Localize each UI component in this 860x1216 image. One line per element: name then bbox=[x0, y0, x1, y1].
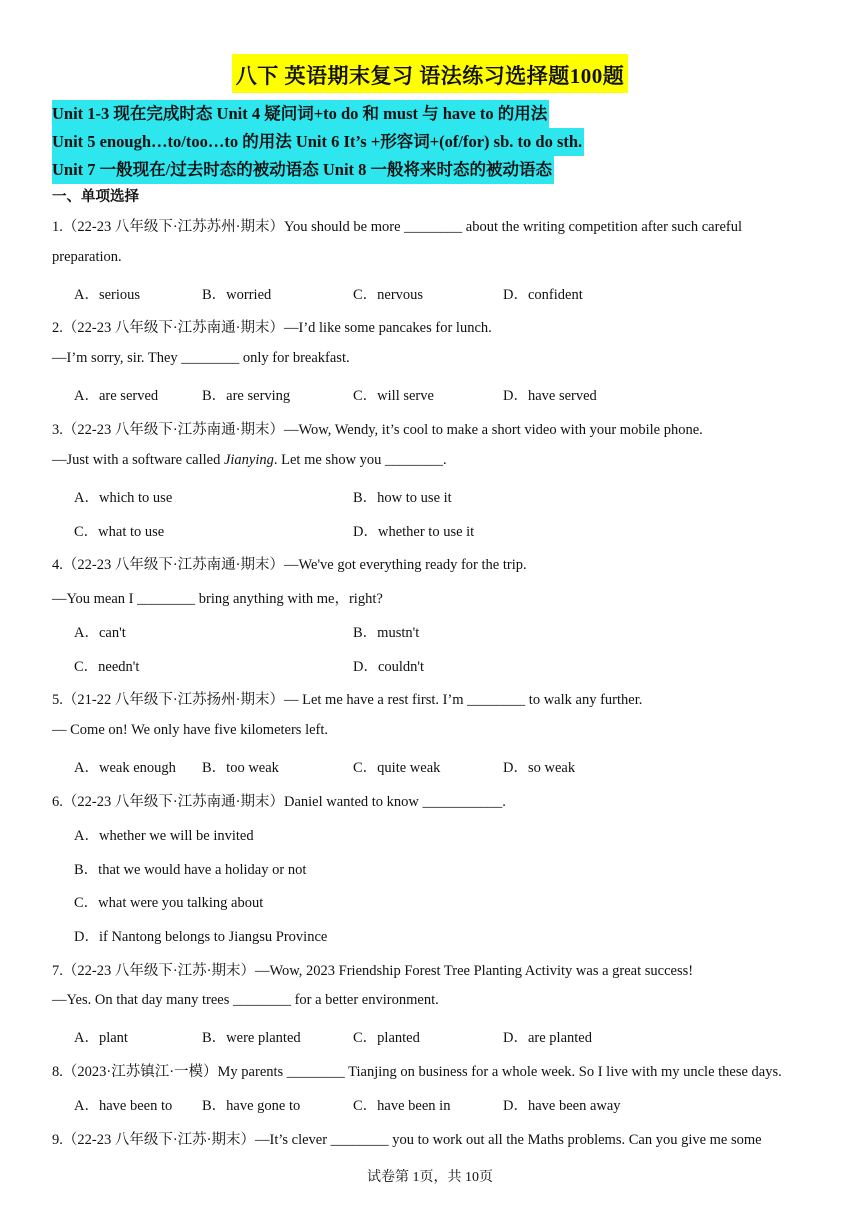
question-6-text: 6.（22-23 八年级下·江苏南通·期末）Daniel wanted to know ___________. bbox=[52, 794, 506, 810]
question-9-text: 9.（22-23 八年级下·江苏·期末）—It’s clever ________ you to work out all the Maths problems. Can you give me some bbox=[52, 1132, 762, 1148]
q2-option-a[interactable]: A．are served bbox=[74, 388, 159, 404]
question-4-reply: —You mean I ________ bring anything with me，right? bbox=[52, 591, 383, 607]
page-title: 八下 英语期末复习 语法练习选择题100题 bbox=[232, 54, 629, 93]
q3-option-b[interactable]: B．how to use it bbox=[353, 490, 452, 506]
q1-option-b[interactable]: B．worried bbox=[202, 287, 272, 303]
q6-option-c[interactable]: C．what were you talking about bbox=[74, 895, 264, 911]
q8-option-c[interactable]: C．have been in bbox=[353, 1098, 451, 1114]
question-1-text-cont: preparation. bbox=[52, 249, 122, 265]
q4-option-b[interactable]: B．mustn't bbox=[353, 625, 420, 641]
q8-option-d[interactable]: D．have been away bbox=[503, 1098, 621, 1114]
unit-line-3: Unit 7 一般现在/过去时态的被动语态 Unit 8 一般将来时态的被动语态 bbox=[52, 156, 554, 184]
question-5-reply: — Come on! We only have five kilometers left. bbox=[52, 722, 329, 738]
q6-option-a[interactable]: A．whether we will be invited bbox=[74, 828, 254, 844]
question-4-text: 4.（22-23 八年级下·江苏南通·期末）—We've got everything ready for the trip. bbox=[52, 557, 527, 573]
q2-option-d[interactable]: D．have served bbox=[503, 388, 597, 404]
unit-line-1: Unit 1-3 现在完成时态 Unit 4 疑问词+to do 和 must 与 have to 的用法 bbox=[52, 100, 549, 128]
title-container bbox=[0, 54, 860, 93]
q4-option-c[interactable]: C．needn't bbox=[74, 659, 140, 675]
section-title: 一、单项选择 bbox=[52, 189, 139, 205]
page-footer: 试卷第 1页，共 10页 bbox=[367, 1170, 493, 1185]
question-1-text: 1.（22-23 八年级下·江苏苏州·期末）You should be more ________ about the writing competition after such careful bbox=[52, 219, 742, 235]
q5-option-c[interactable]: C．quite weak bbox=[353, 760, 441, 776]
q3-option-d[interactable]: D．whether to use it bbox=[353, 524, 475, 540]
q7-option-a[interactable]: A．plant bbox=[74, 1030, 128, 1046]
question-2-reply: —I’m sorry, sir. They ________ only for breakfast. bbox=[52, 350, 350, 366]
q2-option-b[interactable]: B．are serving bbox=[202, 388, 291, 404]
question-7-reply: —Yes. On that day many trees ________ for a better environment. bbox=[52, 992, 439, 1008]
question-2-text: 2.（22-23 八年级下·江苏南通·期末）—I’d like some pancakes for lunch. bbox=[52, 320, 492, 336]
q7-option-c[interactable]: C．planted bbox=[353, 1030, 420, 1046]
q3-option-c[interactable]: C．what to use bbox=[74, 524, 165, 540]
question-8-text: 8.（2023·江苏镇江·一模）My parents ________ Tianjing on business for a whole week. So I live with my uncle these days. bbox=[52, 1064, 782, 1080]
question-7-text: 7.（22-23 八年级下·江苏·期末）—Wow, 2023 Friendship Forest Tree Planting Activity was a great success! bbox=[52, 963, 694, 979]
q4-option-d[interactable]: D．couldn't bbox=[353, 659, 425, 675]
unit-line-2: Unit 5 enough…to/too…to 的用法 Unit 6 It’s +形容词+(of/for) sb. to do sth. bbox=[52, 128, 584, 156]
q7-option-d[interactable]: D．are planted bbox=[503, 1030, 592, 1046]
question-3-text: 3.（22-23 八年级下·江苏南通·期末）—Wow, Wendy, it’s cool to make a short video with your mobile phone. bbox=[52, 422, 703, 438]
q4-option-a[interactable]: A．can't bbox=[74, 625, 126, 641]
q6-option-b[interactable]: B．that we would have a holiday or not bbox=[74, 862, 307, 878]
q1-option-c[interactable]: C．nervous bbox=[353, 287, 424, 303]
unit-summary bbox=[52, 100, 584, 184]
q5-option-a[interactable]: A．weak enough bbox=[74, 760, 176, 776]
question-3-reply: —Just with a software called Jianying. Let me show you ________. bbox=[52, 452, 447, 468]
q8-option-b[interactable]: B．have gone to bbox=[202, 1098, 301, 1114]
q8-option-a[interactable]: A．have been to bbox=[74, 1098, 173, 1114]
q1-option-d[interactable]: D．confident bbox=[503, 287, 583, 303]
q5-option-b[interactable]: B．too weak bbox=[202, 760, 279, 776]
q5-option-d[interactable]: D．so weak bbox=[503, 760, 576, 776]
q2-option-c[interactable]: C．will serve bbox=[353, 388, 434, 404]
question-5-text: 5.（21-22 八年级下·江苏扬州·期末）— Let me have a rest first. I’m ________ to walk any further. bbox=[52, 692, 643, 708]
q7-option-b[interactable]: B．were planted bbox=[202, 1030, 301, 1046]
q3-option-a[interactable]: A．which to use bbox=[74, 490, 173, 506]
q1-option-a[interactable]: A．serious bbox=[74, 287, 141, 303]
q6-option-d[interactable]: D．if Nantong belongs to Jiangsu Province bbox=[74, 929, 328, 945]
